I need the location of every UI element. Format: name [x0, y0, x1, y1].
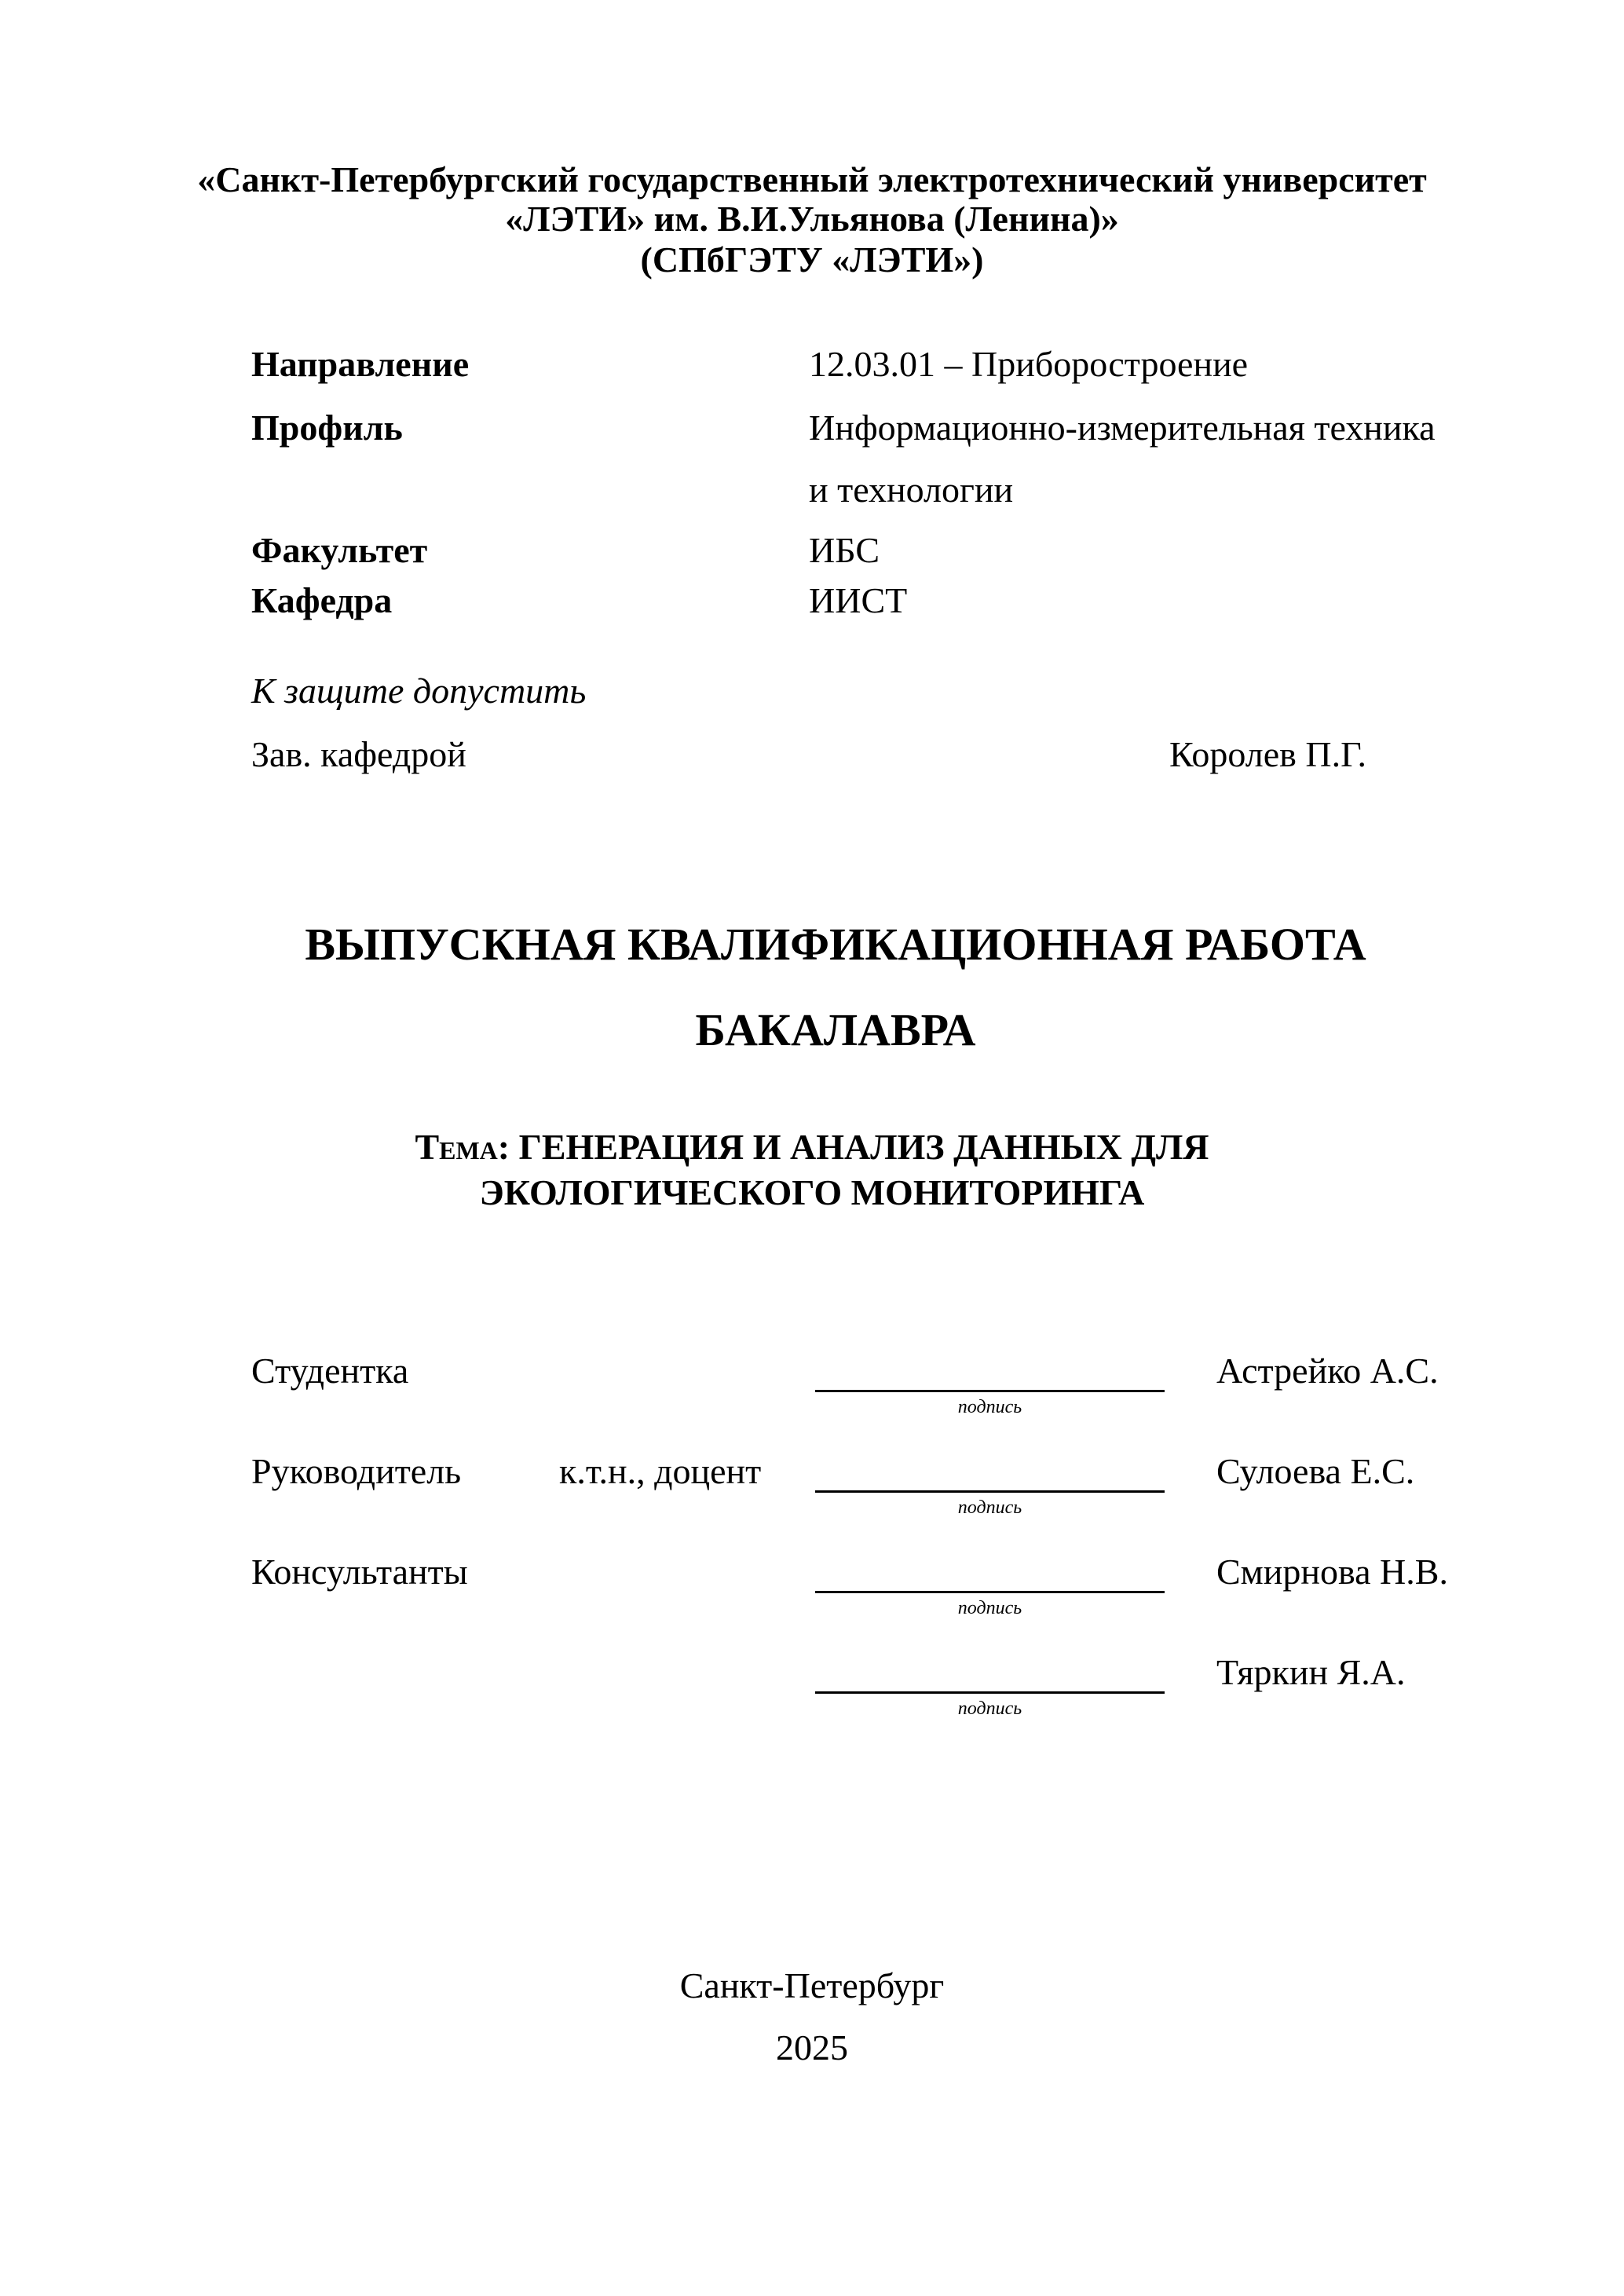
- university-name-line2: «ЛЭТИ» им. В.И.Ульянова (Ленина)»: [505, 199, 1119, 239]
- signature-line: [815, 1591, 1165, 1593]
- role-label: Руководитель: [251, 1451, 462, 1491]
- topic-prefix: Тема:: [415, 1127, 510, 1167]
- department-label: Кафедра: [251, 580, 393, 620]
- topic-text1: ГЕНЕРАЦИЯ И АНАЛИЗ ДАННЫХ ДЛЯ: [518, 1127, 1209, 1167]
- signature-line: [815, 1691, 1165, 1694]
- signature-caption: подпись: [957, 1598, 1022, 1618]
- role-label: Консультанты: [251, 1552, 468, 1592]
- profile-value: Информационно-измерительная техника: [809, 408, 1436, 448]
- person-name: Сулоева Е.С.: [1216, 1451, 1415, 1491]
- approval-name: Королев П.Г.: [1169, 734, 1367, 774]
- faculty-value: ИБС: [809, 530, 880, 570]
- profile-label: Профиль: [251, 408, 403, 448]
- topic-line2: ЭКОЛОГИЧЕСКОГО МОНИТОРИНГА: [479, 1172, 1145, 1212]
- faculty-label: Факультет: [251, 530, 428, 570]
- department-value: ИИСТ: [809, 580, 908, 620]
- signature-line: [815, 1490, 1165, 1493]
- approval-note: К защите допустить: [251, 671, 587, 711]
- university-abbrev: (СПбГЭТУ «ЛЭТИ»): [640, 239, 984, 280]
- footer-year: 2025: [776, 2027, 848, 2067]
- document-title-line2: БАКАЛАВРА: [695, 1004, 976, 1055]
- role-label: Студентка: [251, 1351, 409, 1391]
- university-name-line1: «Санкт-Петербургский государственный электротехнический университет: [197, 159, 1427, 199]
- approval-role: Зав. кафедрой: [251, 734, 466, 774]
- signature-caption: подпись: [957, 1497, 1022, 1518]
- profile-value-cont: и технологии: [809, 470, 1014, 510]
- signature-caption: подпись: [957, 1397, 1022, 1417]
- person-name: Тяркин Я.А.: [1216, 1652, 1406, 1692]
- direction-label: Направление: [251, 344, 470, 384]
- document-title-line1: ВЫПУСКНАЯ КВАЛИФИКАЦИОННАЯ РАБОТА: [305, 919, 1366, 970]
- person-name: Смирнова Н.В.: [1216, 1552, 1448, 1592]
- signature-caption: подпись: [957, 1698, 1022, 1719]
- topic-line1: [0, 1125, 1624, 1169]
- signature-line: [815, 1390, 1165, 1392]
- person-name: Астрейко А.С.: [1216, 1351, 1439, 1391]
- degree-label: к.т.н., доцент: [559, 1451, 762, 1491]
- direction-value: 12.03.01 – Приборостроение: [809, 344, 1249, 384]
- footer-city: Санкт-Петербург: [679, 1965, 945, 2005]
